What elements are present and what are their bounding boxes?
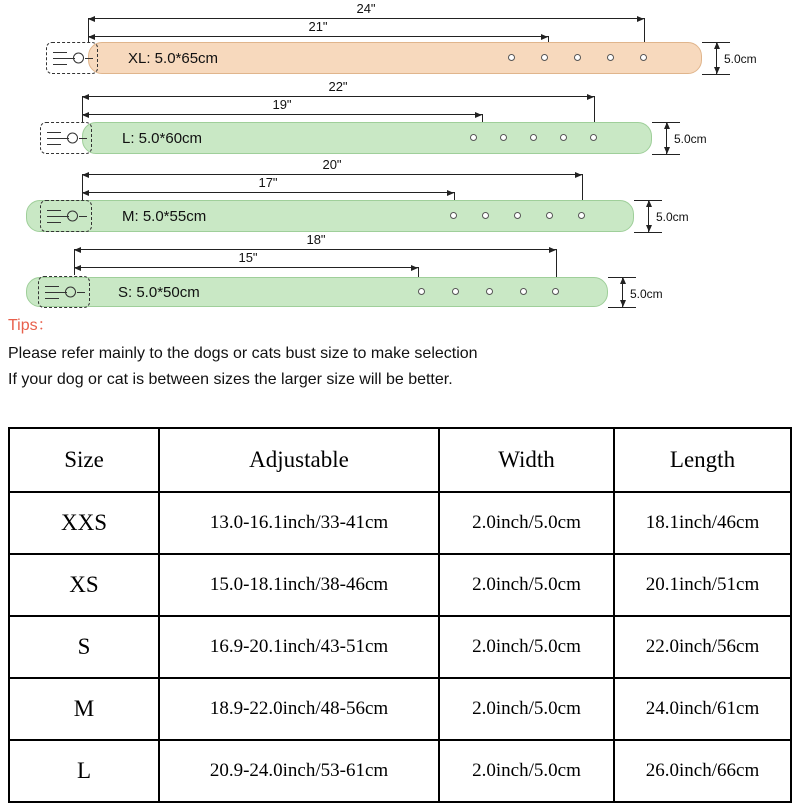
dim-label-xl-outer: 24": [353, 1, 378, 16]
cell-size: L: [9, 740, 159, 802]
table-header-row: [9, 428, 791, 492]
collar-hole: [640, 54, 647, 61]
cell-size: S: [9, 616, 159, 678]
table-row: [9, 740, 791, 802]
cell-size: XXS: [9, 492, 159, 554]
cell-adjustable: 18.9-22.0inch/48-56cm: [159, 678, 439, 740]
buckle-icon-m: [40, 200, 92, 232]
collar-hole: [452, 288, 459, 295]
buckle-prong: [47, 216, 69, 217]
cell-adjustable: 13.0-16.1inch/33-41cm: [159, 492, 439, 554]
collar-hole: [500, 134, 507, 141]
dim-tick: [594, 96, 595, 124]
table-row: [9, 492, 791, 554]
collar-hole: [418, 288, 425, 295]
collar-hole: [607, 54, 614, 61]
table-row: [9, 616, 791, 678]
buckle-prong: [53, 52, 67, 53]
dim-tick: [644, 18, 645, 44]
collar-hole: [546, 212, 553, 219]
dim-label-s-width: 5.0cm: [630, 287, 663, 301]
collar-label-s: S: 5.0*50cm: [118, 284, 200, 301]
tips-line-2: If your dog or cat is between sizes the larger size will be better.: [8, 371, 453, 388]
cell-width: 2.0inch/5.0cm: [439, 678, 614, 740]
dim-line-s-inner: [74, 267, 418, 268]
buckle-prong: [45, 286, 59, 287]
collar-hole: [486, 288, 493, 295]
buckle-ring-icon: [67, 211, 78, 222]
collar-hole: [560, 134, 567, 141]
dim-tick: [556, 249, 557, 277]
cell-adjustable: 16.9-20.1inch/43-51cm: [159, 616, 439, 678]
dim-label-l-width: 5.0cm: [674, 132, 707, 146]
buckle-tail: [79, 138, 87, 139]
table-header-size: Size: [9, 428, 159, 492]
dim-label-m-outer: 20": [319, 157, 344, 172]
dim-line-xl-outer: [88, 18, 644, 19]
buckle-ring-icon: [67, 133, 78, 144]
collar-hole: [514, 212, 521, 219]
collar-strap-m: [26, 200, 634, 232]
collar-label-m: M: 5.0*55cm: [122, 208, 207, 225]
cell-length: 24.0inch/61cm: [614, 678, 791, 740]
dim-line-l-width: [666, 122, 667, 154]
cell-width: 2.0inch/5.0cm: [439, 492, 614, 554]
dim-label-l-outer: 22": [325, 79, 350, 94]
collar-hole: [552, 288, 559, 295]
collar-label-xl: XL: 5.0*65cm: [128, 50, 219, 67]
collar-hole: [574, 54, 581, 61]
tips-section: [8, 312, 792, 393]
dim-line-l-inner: [82, 114, 482, 115]
buckle-prong: [47, 132, 61, 133]
dim-label-s-outer: 18": [303, 232, 328, 247]
dim-line-xl-inner: [88, 36, 548, 37]
buckle-prong: [45, 292, 67, 293]
buckle-icon-xl: [46, 42, 98, 74]
buckle-prong: [45, 298, 59, 299]
buckle-tail: [85, 58, 93, 59]
buckle-ring-icon: [73, 53, 84, 64]
collar-hole: [578, 212, 585, 219]
dim-line-l-outer: [82, 96, 594, 97]
buckle-prong: [47, 210, 61, 211]
table-header-length: Length: [614, 428, 791, 492]
dim-label-s-inner: 15": [235, 250, 260, 265]
buckle-prong: [47, 144, 61, 145]
cell-width: 2.0inch/5.0cm: [439, 554, 614, 616]
collar-row-s: [0, 231, 800, 311]
dim-tick: [82, 174, 83, 200]
cell-adjustable: 20.9-24.0inch/53-61cm: [159, 740, 439, 802]
table-header-width: Width: [439, 428, 614, 492]
dim-line-m-width: [648, 200, 649, 232]
buckle-tail: [77, 292, 85, 293]
dim-tick: [608, 307, 636, 308]
dim-line-m-outer: [82, 174, 582, 175]
dim-tick: [74, 249, 75, 275]
buckle-icon-s: [38, 276, 90, 308]
dim-line-s-width: [622, 277, 623, 307]
collar-hole: [530, 134, 537, 141]
dim-label-xl-width: 5.0cm: [724, 52, 757, 66]
dim-tick: [652, 154, 680, 155]
cell-length: 22.0inch/56cm: [614, 616, 791, 678]
collar-hole: [470, 134, 477, 141]
dim-line-xl-width: [716, 42, 717, 74]
collar-diagram: [0, 0, 800, 305]
collar-label-l: L: 5.0*60cm: [122, 130, 203, 147]
buckle-ring-icon: [65, 287, 76, 298]
buckle-prong: [47, 222, 61, 223]
collar-hole: [520, 288, 527, 295]
size-table: [8, 427, 792, 803]
table-row: [9, 554, 791, 616]
collar-row-l: [0, 78, 800, 163]
table-header-adjustable: Adjustable: [159, 428, 439, 492]
dim-line-s-outer: [74, 249, 556, 250]
tips-title: Tips：: [8, 317, 54, 334]
dim-label-m-width: 5.0cm: [656, 210, 689, 224]
cell-width: 2.0inch/5.0cm: [439, 740, 614, 802]
collar-hole: [590, 134, 597, 141]
dim-label-l-inner: 19": [269, 97, 294, 112]
cell-length: 18.1inch/46cm: [614, 492, 791, 554]
collar-hole: [541, 54, 548, 61]
collar-row-m: [0, 156, 800, 241]
dim-tick: [82, 96, 83, 122]
dim-tick: [702, 74, 730, 75]
buckle-prong: [53, 58, 75, 59]
collar-hole: [508, 54, 515, 61]
collar-hole: [450, 212, 457, 219]
table-row: [9, 678, 791, 740]
buckle-prong: [53, 64, 67, 65]
buckle-icon-l: [40, 122, 92, 154]
collar-hole: [482, 212, 489, 219]
dim-tick: [582, 174, 583, 202]
cell-adjustable: 15.0-18.1inch/38-46cm: [159, 554, 439, 616]
collar-row-xl: [0, 0, 800, 85]
cell-width: 2.0inch/5.0cm: [439, 616, 614, 678]
buckle-prong: [47, 138, 69, 139]
buckle-tail: [79, 216, 87, 217]
cell-length: 26.0inch/66cm: [614, 740, 791, 802]
tips-line-1: Please refer mainly to the dogs or cats bust size to make selection: [8, 345, 478, 362]
dim-line-m-inner: [82, 192, 454, 193]
cell-length: 20.1inch/51cm: [614, 554, 791, 616]
cell-size: M: [9, 678, 159, 740]
dim-label-xl-inner: 21": [305, 19, 330, 34]
dim-label-m-inner: 17": [255, 175, 280, 190]
cell-size: XS: [9, 554, 159, 616]
